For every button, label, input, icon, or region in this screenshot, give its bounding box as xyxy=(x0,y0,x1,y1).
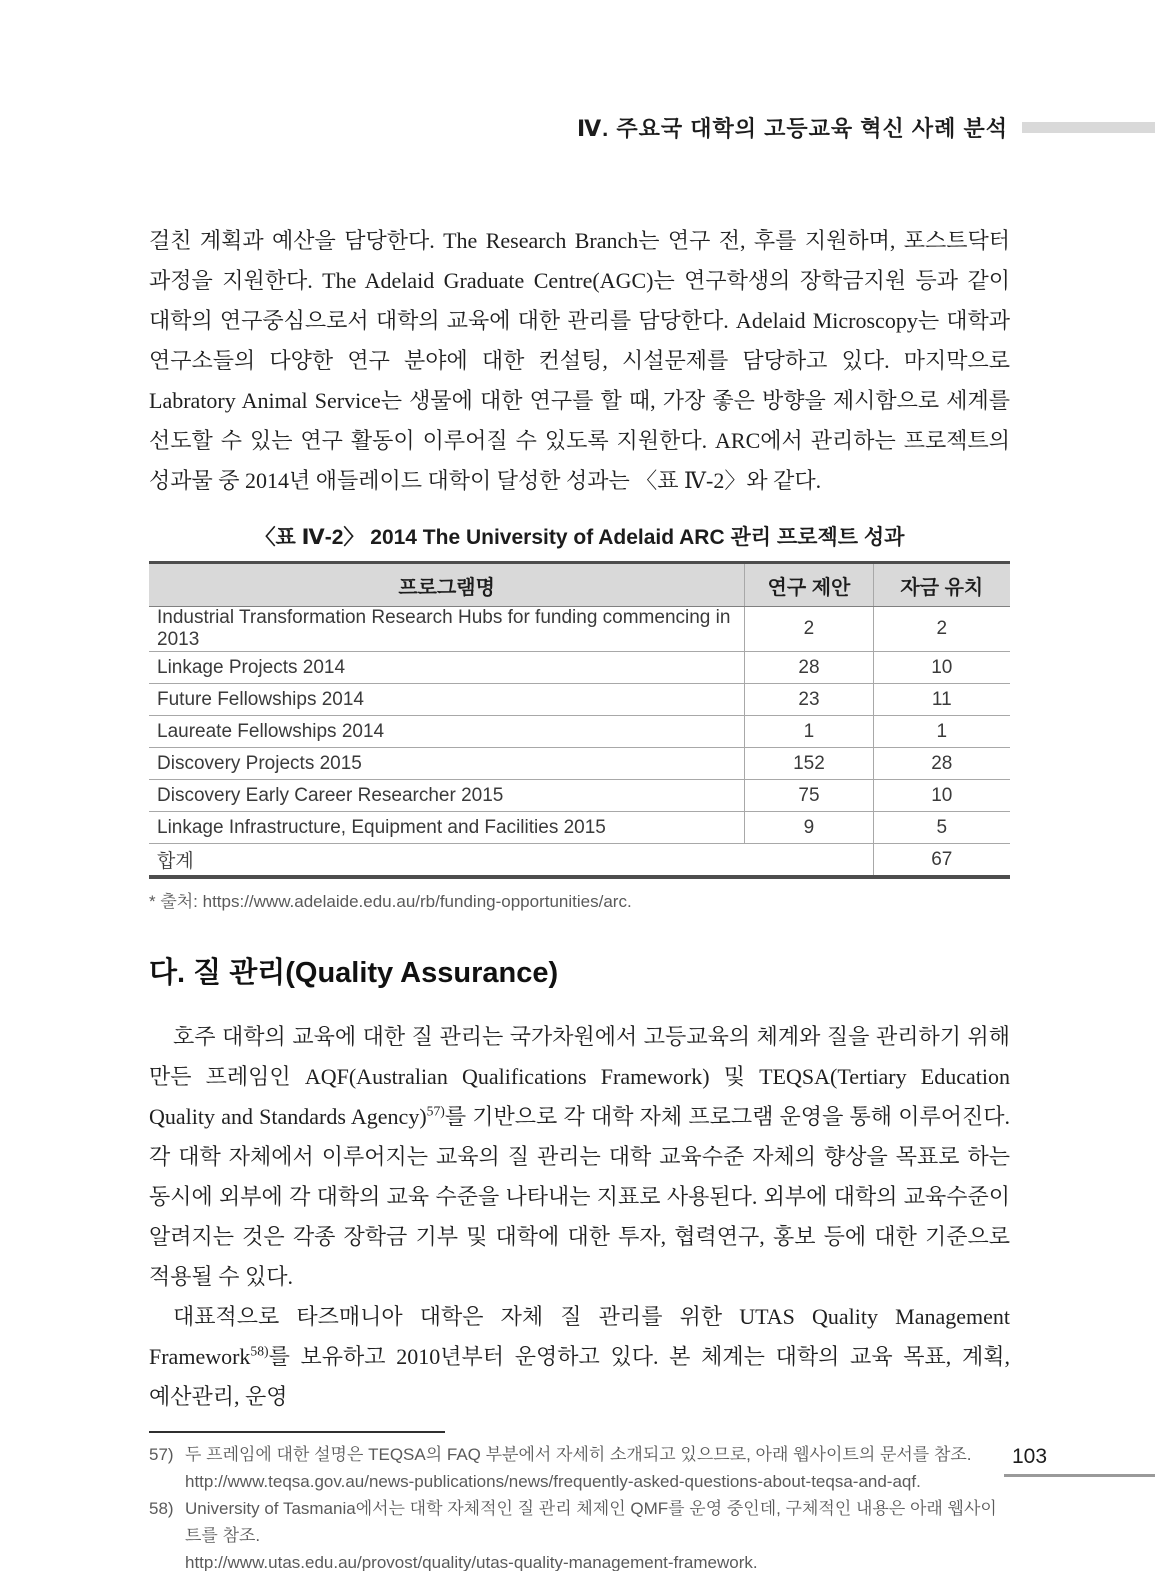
footnote-number: 58) xyxy=(149,1499,174,1518)
footnote-text: 두 프레임에 대한 설명은 TEQSA의 FAQ 부분에서 자세히 소개되고 있으므로, 아래 웹사이트의 문서를 참조. xyxy=(185,1445,972,1464)
value-cell: 28 xyxy=(745,652,873,684)
footnote-58 xyxy=(149,1495,1010,1571)
program-name-cell: Discovery Projects 2015 xyxy=(149,748,745,780)
value-cell: 75 xyxy=(745,780,873,812)
value-cell: 1 xyxy=(745,716,873,748)
total-funding-cell: 67 xyxy=(873,844,1010,878)
table-total-row xyxy=(149,844,1010,878)
value-cell: 28 xyxy=(873,748,1010,780)
program-name-cell: Linkage Projects 2014 xyxy=(149,652,745,684)
value-cell: 10 xyxy=(873,652,1010,684)
table-row xyxy=(149,684,1010,716)
chapter-title: Ⅳ. 주요국 대학의 고등교육 혁신 사례 분석 xyxy=(577,116,1008,141)
footnote-57 xyxy=(149,1441,1010,1495)
total-label-cell: 합계 xyxy=(157,851,194,872)
value-cell: 2 xyxy=(873,607,1010,652)
program-name-cell: Linkage Infrastructure, Equipment and Facilities 2015 xyxy=(149,812,745,844)
value-cell: 10 xyxy=(873,780,1010,812)
paragraph-quality-intro xyxy=(149,1017,1010,1297)
footnote-body xyxy=(185,1495,1010,1571)
footnotes-section xyxy=(149,1431,1010,1571)
value-cell: 23 xyxy=(745,684,873,716)
page-number-block xyxy=(1004,1445,1155,1477)
paragraph-text: 를 보유하고 2010년부터 운영하고 있다. 본 체계는 대학의 교육 목표, 계획, 예산관리, 운영 xyxy=(149,1344,1010,1409)
running-header xyxy=(0,0,1159,143)
paragraph-text: 대표적으로 타즈매니아 대학은 자체 질 관리를 위한 UTAS Quality Management Framework xyxy=(149,1304,1010,1369)
column-header-program: 프로그램명 xyxy=(149,563,745,607)
page-number-rule xyxy=(1004,1474,1155,1477)
header-decoration-bar xyxy=(1022,122,1155,133)
table-row xyxy=(149,652,1010,684)
paragraph-text: 호주 대학의 교육에 대한 질 관리는 국가차원에서 고등교육의 체계와 질을 관리하기 위해 만든 프레임인 AQF(Australian Qualifications Framework) 및 TEQSA(Tertiary Education Quality and Standards Agency) xyxy=(149,1024,1010,1129)
section-heading-quality-assurance: 다. 질 관리(Quality Assurance) xyxy=(149,957,559,989)
footnote-number: 57) xyxy=(149,1445,174,1464)
paragraph-research-branch xyxy=(149,221,1010,501)
table-source-note: * 출처: https://www.adelaide.edu.au/rb/funding-opportunities/arc. xyxy=(149,892,632,911)
table-row xyxy=(149,780,1010,812)
value-cell: 2 xyxy=(745,607,873,652)
program-name-cell: Future Fellowships 2014 xyxy=(149,684,745,716)
footnote-url: http://www.utas.edu.au/provost/quality/utas-quality-management-framework. xyxy=(185,1553,758,1571)
table-caption: 〈표 Ⅳ-2〉 2014 The University of Adelaid ARC 관리 프로젝트 성과 xyxy=(254,526,905,549)
table-header-row xyxy=(149,563,1010,607)
footnote-url: http://www.teqsa.gov.au/news-publications/news/frequently-asked-questions-about-teqsa-and-aqf. xyxy=(185,1472,921,1491)
program-name-cell: Discovery Early Career Researcher 2015 xyxy=(149,780,745,812)
value-cell: 152 xyxy=(745,748,873,780)
column-header-proposals: 연구 제안 xyxy=(745,563,873,607)
paragraph-text: 를 기반으로 각 대학 자체 프로그램 운영을 통해 이루어진다. 각 대학 자체에서 이루어지는 교육의 질 관리는 대학 교육수준 자체의 향상을 목표로 하는 동시에 외부에 각 대학의 교육 수준을 나타내는 지표로 사용된다. 외부에 대학의 교육수준이 알려지는 것은 각종 장학금 기부 및 대학에 대한 투자, 협력연구, 홍보 등에 대한 기준으로 적용될 수 있다. xyxy=(149,1104,1010,1289)
footnote-ref-58: 58) xyxy=(250,1343,269,1359)
table-row xyxy=(149,748,1010,780)
page-content xyxy=(0,221,1159,1571)
program-name-cell: Laureate Fellowships 2014 xyxy=(149,716,745,748)
footnote-separator xyxy=(149,1431,445,1433)
arc-results-table xyxy=(149,561,1010,879)
footnote-text: University of Tasmania에서는 대학 자체적인 질 관리 체제인 QMF를 운영 중인데, 구체적인 내용은 아래 웹사이트를 참조. xyxy=(185,1499,997,1545)
footnote-ref-57: 57) xyxy=(426,1103,445,1119)
paragraph-utas-framework xyxy=(149,1297,1010,1417)
table-row xyxy=(149,716,1010,748)
value-cell: 1 xyxy=(873,716,1010,748)
page-number: 103 xyxy=(1012,1445,1048,1468)
value-cell: 5 xyxy=(873,812,1010,844)
table-body xyxy=(149,607,1010,844)
footnote-body xyxy=(185,1441,972,1495)
paragraph-text: 걸친 계획과 예산을 담당한다. The Research Branch는 연구 전, 후를 지원하며, 포스트닥터 과정을 지원한다. The Adelaid Graduate Centre(AGC)는 연구학생의 장학금지원 등과 같이 대학의 연구중심으로서 대학의 교육에 대한 관리를 담당한다. Adelaid Microscopy는 대학과 연구소들의 다양한 연구 분야에 대한 컨설팅, 시설문제를 담당하고 있다. 마지막으로 Labratory Animal Service는 생물에 대한 연구를 할 때, 가장 좋은 방향을 제시함으로 세계를 선도할 수 있는 연구 활동이 이루어질 수 있도록 지원한다. ARC에서 관리하는 프로젝트의 성과물 중 2014년 애들레이드 대학이 달성한 성과는 〈표 Ⅳ-2〉와 같다. xyxy=(149,228,1010,493)
program-name-cell: Industrial Transformation Research Hubs for funding commencing in 2013 xyxy=(149,607,745,652)
value-cell: 11 xyxy=(873,684,1010,716)
table-row xyxy=(149,812,1010,844)
value-cell: 9 xyxy=(745,812,873,844)
column-header-funding: 자금 유치 xyxy=(873,563,1010,607)
table-row xyxy=(149,607,1010,652)
